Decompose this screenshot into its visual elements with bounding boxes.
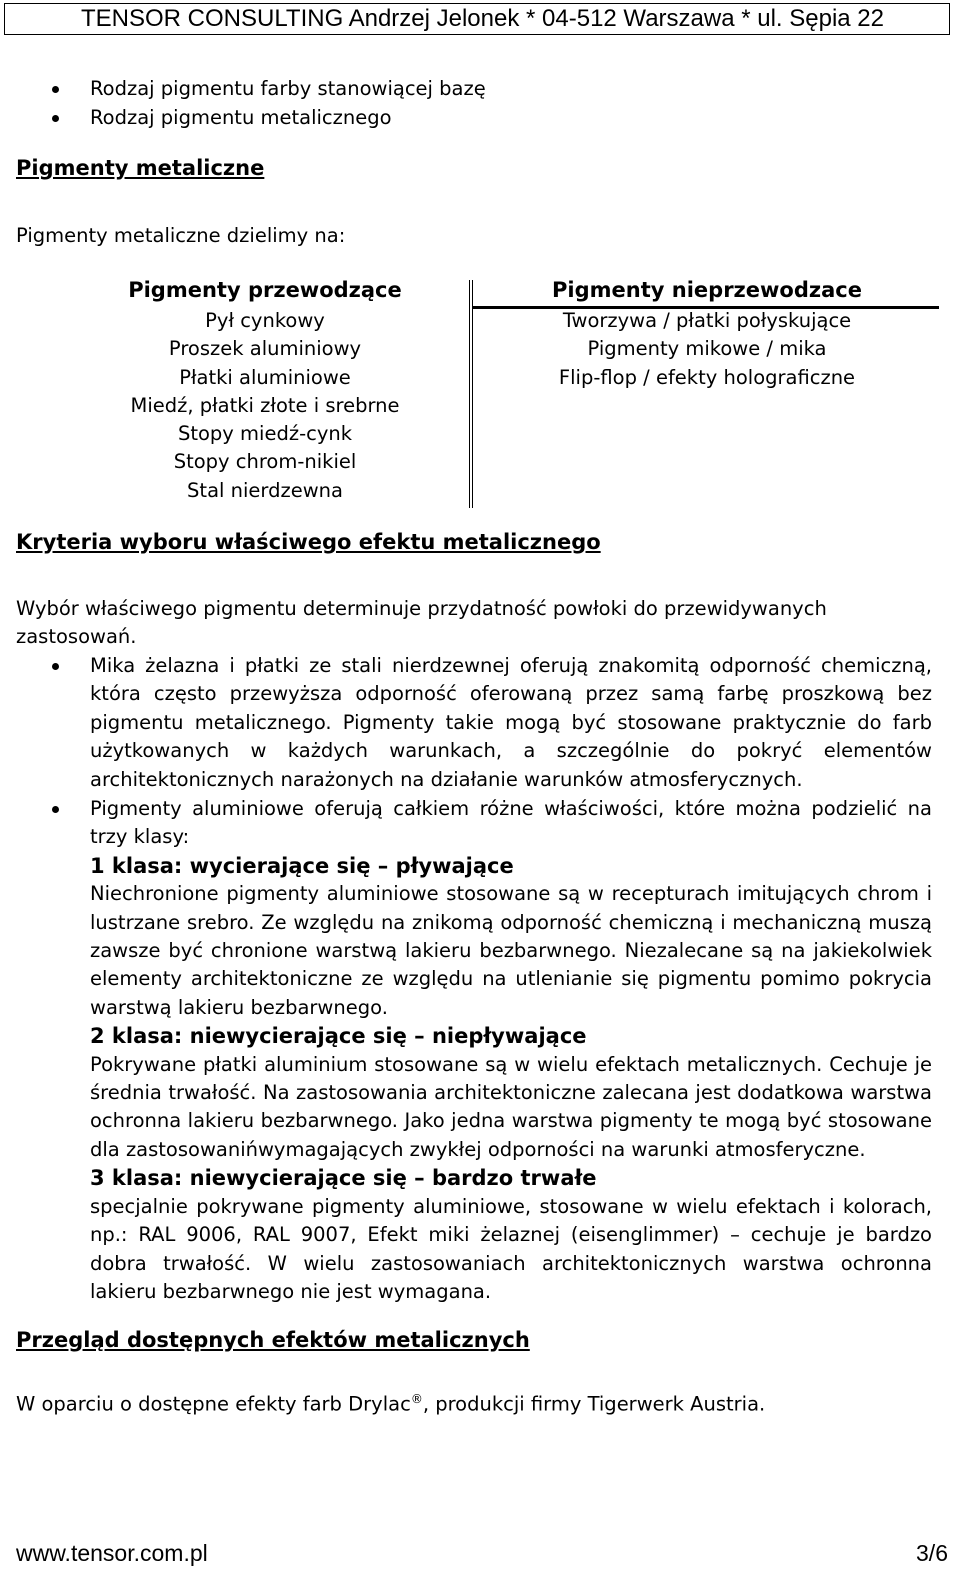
section-heading-pigmenty-metaliczne: Pigmenty metaliczne xyxy=(16,156,265,180)
list-item: Stopy miedź-cynk xyxy=(177,422,353,446)
class-description: Pokrywane płatki aluminium stosowane są w wielu efektach metalicznych. Cechuje je średnia trwałość. Na zastosowania architektoniczne zalecana jest dodatkowa warstwa ochronna lakieru bezbarwnego. Jako jedna warstwa pigmenty te mogą być stosowane dla zastosowanińwymagających zwykłej odporności na warunki atmosferyczne. xyxy=(90,1052,932,1161)
class-title: 3 klasa: niewycierające się – bardzo trwałe xyxy=(90,1166,597,1191)
list-item: Flip-flop / efekty holograficzne xyxy=(558,365,856,389)
list-item xyxy=(90,795,932,1306)
section-intro: Pigmenty metaliczne dzielimy na: xyxy=(16,224,346,247)
list-item: Stopy chrom-nikiel xyxy=(173,450,357,474)
list-item: Pył cynkowy xyxy=(205,309,325,332)
bullet-icon xyxy=(52,115,59,122)
list-item: Proszek aluminiowy xyxy=(168,337,362,361)
class-title: 1 klasa: wycierające się – pływające xyxy=(90,853,514,878)
class-description: specjalnie pokrywane pigmenty aluminiowe, stosowane w wielu efektach i kolorach, np.: RAL 9006, RAL 9007, Efekt miki żelaznej (eisenglimmer) – cechuje je bardzo dobra trwałość. W wielu zastosowaniach architektonicznych warstwa ochronna lakieru bezbarwnego nie jest wymagana. xyxy=(90,1194,932,1303)
section-intro: Wybór właściwego pigmentu determinuje przydatność powłoki do przewidywanych zastosowań. xyxy=(16,597,827,649)
text-after: , produkcji firmy Tigerwerk Austria. xyxy=(422,1392,766,1416)
registered-mark: ® xyxy=(410,1392,423,1406)
list-item-text: Rodzaj pigmentu metalicznego xyxy=(90,106,392,129)
class-description: Niechronione pigmenty aluminiowe stosowane są w recepturach imitujących chrom i lustrzane srebro. Ze względu na znikomą odporność chemiczną i mechaniczną muszą zawsze być chronione warstwą lakieru bezbarwnego. Niezalecane są na jakiekolwiek elementy architektoniczne ze względu na utlenianie się pigmentu pomimo pokrycia warstwą lakieru bezbarwnego. xyxy=(90,882,932,1019)
section-heading-przeglad: Przegląd dostępnych efektów metalicznych xyxy=(16,1328,530,1352)
footer-url[interactable]: www.tensor.com.pl xyxy=(16,1540,208,1566)
section-heading-kryteria: Kryteria wyboru właściwego efektu metalicznego xyxy=(16,530,601,554)
nonconductive-pigments-column xyxy=(474,276,940,392)
bullet-icon xyxy=(52,663,59,670)
column-title: Pigmenty przewodzące xyxy=(128,278,402,302)
list-item: Stal nierdzewna xyxy=(187,478,343,502)
list-item xyxy=(0,74,960,103)
list-item: Tworzywa / płatki połyskujące xyxy=(562,309,852,332)
list-item xyxy=(0,103,960,132)
list-item-text: Pigmenty aluminiowe oferują całkiem różne właściwości, które można podzielić na trzy klasy: xyxy=(90,797,932,849)
conductive-pigments-column xyxy=(60,276,470,505)
list-item xyxy=(90,652,932,794)
section-text xyxy=(16,1392,765,1416)
bullet-icon xyxy=(52,806,59,813)
footer-page-number: 3/6 xyxy=(916,1540,948,1566)
column-title: Pigmenty nieprzewodzace xyxy=(552,278,862,302)
list-item-text: Rodzaj pigmentu farby stanowiącej bazę xyxy=(90,77,486,100)
list-item: Miedź, płatki złote i srebrne xyxy=(130,393,400,417)
intro-bullet-list xyxy=(0,74,960,132)
column-divider xyxy=(469,280,473,508)
class-title: 2 klasa: niewycierające się – niepływające xyxy=(90,1024,587,1049)
page-header: TENSOR CONSULTING Andrzej Jelonek * 04-512 Warszawa * ul. Sępia 22 xyxy=(4,3,950,35)
bullet-icon xyxy=(52,86,59,93)
list-item: Płatki aluminiowe xyxy=(179,365,351,389)
text-before: W oparciu o dostępne efekty farb Drylac xyxy=(16,1392,411,1416)
list-item: Pigmenty mikowe / mika xyxy=(587,337,827,361)
list-item-text: Mika żelazna i płatki ze stali nierdzewnej oferują znakomitą odporność chemiczną, która często przewyższa odporność oferowaną przez samą farbę proszkową bez pigmentu metalicznego. Pigmenty takie mogą być stosowane praktycznie do farb użytkowanych w każdych warunkach, a szczególnie do pokryć elementów architektonicznych narażonych na działanie warunków atmosferycznych. xyxy=(90,654,932,791)
